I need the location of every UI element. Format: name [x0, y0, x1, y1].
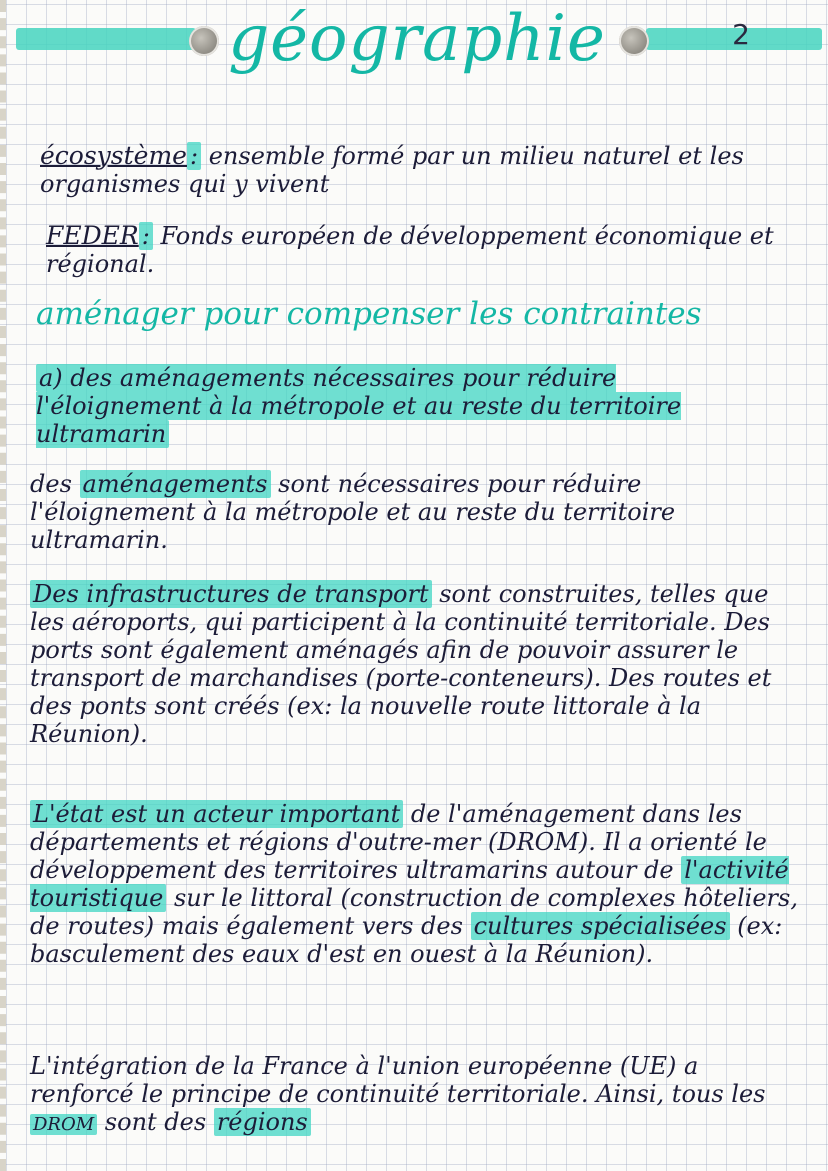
highlighted-text: DROM	[30, 1114, 97, 1135]
subsection-text: a) des aménagements nécessaires pour réduire l'éloignement à la métropole et au reste du territoire ultramarin	[36, 364, 682, 448]
definition-term: FEDER	[46, 221, 139, 250]
highlighted-text: l'activité touristique	[30, 856, 789, 912]
page-number: 2	[732, 18, 750, 51]
paragraph-text: sont construites, telles que les aéroports, qui participent à la continuité territoriale. Des ports sont également aménagés afin de pouvoir assurer le transport de marchandises (porte-conteneurs). Des routes et des ponts sont créés (ex: la nouvelle route littorale à la Réunion).	[30, 580, 772, 748]
highlighted-text: L'état est un acteur important	[30, 800, 403, 828]
paragraph-text: de l'aménagement dans les départements et régions d'outre-mer (DROM). Il a orienté le développement des territoires ultramarins autour de	[30, 800, 767, 884]
paragraph-text: L'intégration de la France à l'union européenne (UE) a renforcé le principe de continuité territoriale. Ainsi, tous les	[30, 1052, 766, 1108]
definition-term: écosystème	[40, 141, 187, 170]
highlighted-text: cultures spécialisées	[471, 912, 730, 940]
paragraph-text: sont nécessaires pour réduire l'éloignement à la métropole et au reste du territoire ultramarin.	[30, 470, 676, 554]
definition-feder	[46, 222, 802, 278]
paragraph-1	[30, 470, 802, 554]
definition-ecosysteme	[40, 142, 802, 198]
paragraph-text: sur le littoral (construction de complexes hôteliers, de routes) mais également vers des	[30, 884, 798, 940]
paragraph-4	[30, 1052, 802, 1139]
highlighted-text: Des infrastructures de transport	[30, 580, 432, 608]
section-title: aménager pour compenser les contraintes	[36, 296, 702, 332]
term-colon: :	[187, 142, 201, 170]
highlighted-text: régions	[214, 1108, 311, 1136]
highlighted-text: aménagements	[80, 470, 271, 498]
term-colon: :	[139, 222, 153, 250]
definition-text: ensemble formé par un milieu naturel et les organismes qui y vivent	[40, 142, 744, 198]
paragraph-text: (ex: basculement des eaux d'est en ouest à la Réunion).	[30, 912, 783, 968]
page-title: géographie	[228, 2, 606, 76]
paragraph-text: sont des	[97, 1108, 214, 1136]
paragraph-text: des	[30, 470, 80, 498]
subsection-heading	[36, 364, 708, 448]
definition-text: Fonds européen de développement économique et régional.	[46, 222, 774, 278]
paragraph-3	[30, 800, 802, 968]
paragraph-2	[30, 580, 802, 748]
